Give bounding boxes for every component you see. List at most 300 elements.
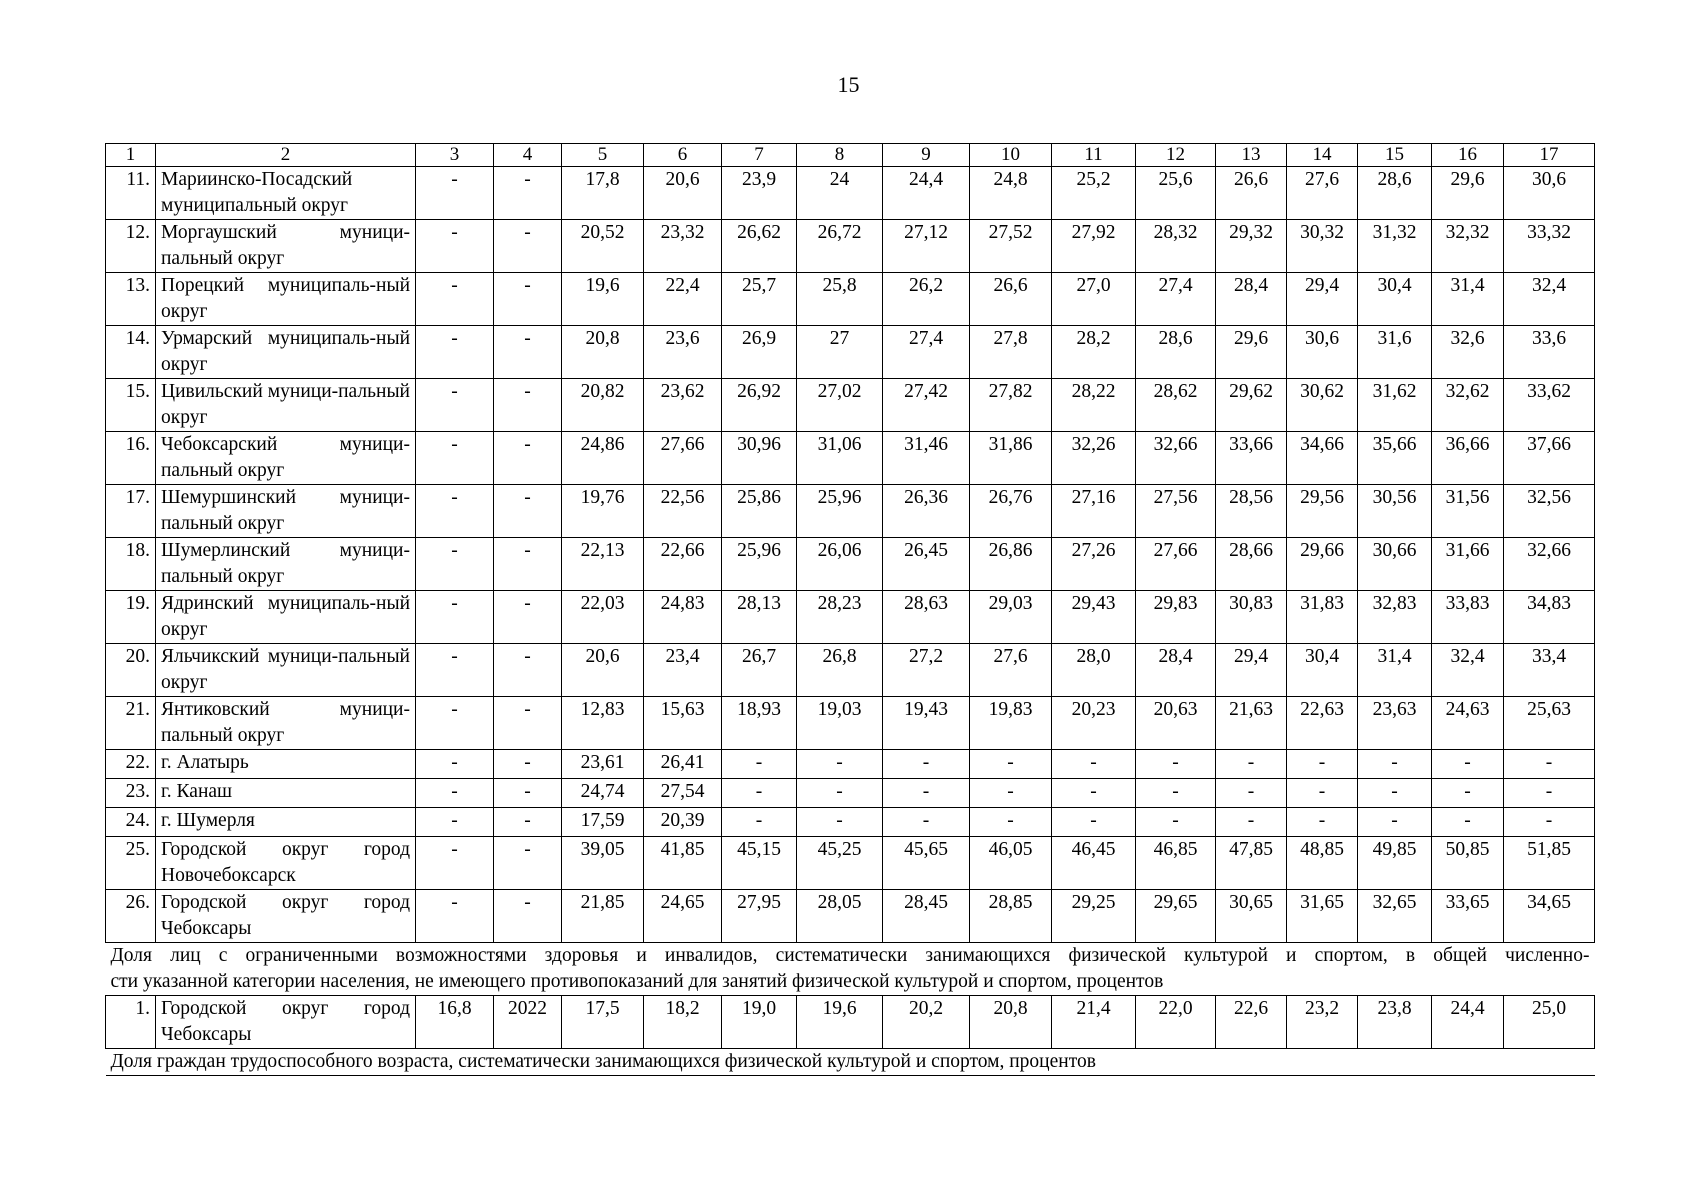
value-cell: 28,63 xyxy=(883,591,970,644)
value-cell: - xyxy=(494,220,562,273)
value-cell: 2022 xyxy=(494,996,562,1049)
value-cell: 33,32 xyxy=(1504,220,1595,273)
municipality-name: Шумерлинский муници-пальный округ xyxy=(156,538,416,591)
value-cell: - xyxy=(1504,779,1595,808)
municipality-name: Урмарский муниципаль-ный округ xyxy=(156,326,416,379)
value-cell: 28,62 xyxy=(1136,379,1216,432)
value-cell: 32,32 xyxy=(1432,220,1504,273)
section-heading-row xyxy=(106,943,1595,996)
column-header: 16 xyxy=(1432,144,1504,167)
municipality-name: г. Шумерля xyxy=(156,808,416,837)
value-cell: 29,4 xyxy=(1287,273,1358,326)
column-header: 5 xyxy=(562,144,644,167)
value-cell: 22,63 xyxy=(1287,697,1358,750)
value-cell: - xyxy=(722,779,797,808)
row-number: 13. xyxy=(106,273,156,326)
municipality-name: Яльчикский муници-пальный округ xyxy=(156,644,416,697)
row-number: 18. xyxy=(106,538,156,591)
value-cell: - xyxy=(797,750,883,779)
value-cell: 26,6 xyxy=(1216,167,1287,220)
section-heading xyxy=(106,943,1595,996)
value-cell: - xyxy=(1504,750,1595,779)
value-cell: - xyxy=(494,779,562,808)
column-header: 6 xyxy=(644,144,722,167)
value-cell: 30,6 xyxy=(1504,167,1595,220)
municipality-name: Городской округ город Чебоксары xyxy=(156,996,416,1049)
value-cell: - xyxy=(416,644,494,697)
value-cell: 31,65 xyxy=(1287,890,1358,943)
value-cell: 28,4 xyxy=(1216,273,1287,326)
value-cell: 26,36 xyxy=(883,485,970,538)
municipality-name: Чебоксарский муници-пальный округ xyxy=(156,432,416,485)
value-cell: 27,6 xyxy=(1287,167,1358,220)
municipality-name: г. Канаш xyxy=(156,779,416,808)
value-cell: 28,13 xyxy=(722,591,797,644)
value-cell: 29,25 xyxy=(1052,890,1136,943)
value-cell: - xyxy=(416,837,494,890)
value-cell: - xyxy=(416,220,494,273)
value-cell: 28,85 xyxy=(970,890,1052,943)
value-cell: 36,66 xyxy=(1432,432,1504,485)
value-cell: 32,66 xyxy=(1136,432,1216,485)
value-cell: 28,2 xyxy=(1052,326,1136,379)
value-cell: 45,25 xyxy=(797,837,883,890)
value-cell: 33,66 xyxy=(1216,432,1287,485)
value-cell: 23,62 xyxy=(644,379,722,432)
value-cell: 23,32 xyxy=(644,220,722,273)
value-cell: 18,93 xyxy=(722,697,797,750)
value-cell: 27,95 xyxy=(722,890,797,943)
value-cell: 31,83 xyxy=(1287,591,1358,644)
column-header: 4 xyxy=(494,144,562,167)
municipality-name: Мариинско-Посадский муниципальный округ xyxy=(156,167,416,220)
value-cell: 46,45 xyxy=(1052,837,1136,890)
value-cell: 34,65 xyxy=(1504,890,1595,943)
value-cell: 29,56 xyxy=(1287,485,1358,538)
value-cell: 41,85 xyxy=(644,837,722,890)
value-cell: - xyxy=(494,485,562,538)
value-cell: 34,66 xyxy=(1287,432,1358,485)
value-cell: 22,66 xyxy=(644,538,722,591)
value-cell: 31,56 xyxy=(1432,485,1504,538)
value-cell: 25,96 xyxy=(722,538,797,591)
value-cell: 23,2 xyxy=(1287,996,1358,1049)
municipality-name: Ядринский муниципаль-ный округ xyxy=(156,591,416,644)
value-cell: - xyxy=(416,697,494,750)
value-cell: 31,66 xyxy=(1432,538,1504,591)
value-cell: 29,65 xyxy=(1136,890,1216,943)
value-cell: 31,32 xyxy=(1358,220,1432,273)
value-cell: 26,92 xyxy=(722,379,797,432)
row-number: 19. xyxy=(106,591,156,644)
value-cell: 27,52 xyxy=(970,220,1052,273)
column-header: 3 xyxy=(416,144,494,167)
table-row xyxy=(106,890,1595,943)
value-cell: 20,39 xyxy=(644,808,722,837)
table-row xyxy=(106,326,1595,379)
value-cell: 19,83 xyxy=(970,697,1052,750)
value-cell: 27,54 xyxy=(644,779,722,808)
table-row xyxy=(106,220,1595,273)
row-number: 1. xyxy=(106,996,156,1049)
value-cell: 23,63 xyxy=(1358,697,1432,750)
value-cell: 19,6 xyxy=(797,996,883,1049)
value-cell: - xyxy=(416,326,494,379)
value-cell: 15,63 xyxy=(644,697,722,750)
value-cell: 31,62 xyxy=(1358,379,1432,432)
value-cell: 30,83 xyxy=(1216,591,1287,644)
value-cell: - xyxy=(494,273,562,326)
column-header: 11 xyxy=(1052,144,1136,167)
value-cell: 32,4 xyxy=(1432,644,1504,697)
table-row xyxy=(106,697,1595,750)
value-cell: 26,76 xyxy=(970,485,1052,538)
value-cell: - xyxy=(1216,808,1287,837)
section-heading-line: Доля лиц с ограниченными возможностями здоровья и инвалидов, систематически занимающихся физической культурой и спортом, в общей численно- xyxy=(110,945,1590,966)
value-cell: 28,0 xyxy=(1052,644,1136,697)
value-cell: - xyxy=(416,273,494,326)
row-number: 20. xyxy=(106,644,156,697)
row-number: 11. xyxy=(106,167,156,220)
value-cell: 27,56 xyxy=(1136,485,1216,538)
value-cell: 45,15 xyxy=(722,837,797,890)
value-cell: 25,86 xyxy=(722,485,797,538)
value-cell: 32,66 xyxy=(1504,538,1595,591)
value-cell: - xyxy=(416,808,494,837)
value-cell: 26,41 xyxy=(644,750,722,779)
municipality-name: Янтиковский муници-пальный округ xyxy=(156,697,416,750)
value-cell: 33,6 xyxy=(1504,326,1595,379)
value-cell: 24,4 xyxy=(1432,996,1504,1049)
value-cell: - xyxy=(883,779,970,808)
value-cell: 28,23 xyxy=(797,591,883,644)
value-cell: - xyxy=(494,750,562,779)
value-cell: 28,6 xyxy=(1136,326,1216,379)
value-cell: - xyxy=(416,890,494,943)
value-cell: 30,66 xyxy=(1358,538,1432,591)
value-cell: - xyxy=(797,808,883,837)
value-cell: 24,8 xyxy=(970,167,1052,220)
value-cell: 23,9 xyxy=(722,167,797,220)
value-cell: - xyxy=(970,750,1052,779)
value-cell: - xyxy=(494,808,562,837)
municipality-name: Шемуршинский муници-пальный округ xyxy=(156,485,416,538)
value-cell: 28,05 xyxy=(797,890,883,943)
value-cell: - xyxy=(1358,779,1432,808)
value-cell: - xyxy=(416,750,494,779)
value-cell: - xyxy=(1216,779,1287,808)
value-cell: 27,4 xyxy=(1136,273,1216,326)
value-cell: 20,8 xyxy=(562,326,644,379)
row-number: 17. xyxy=(106,485,156,538)
value-cell: 33,62 xyxy=(1504,379,1595,432)
value-cell: 29,83 xyxy=(1136,591,1216,644)
value-cell: 51,85 xyxy=(1504,837,1595,890)
value-cell: 33,65 xyxy=(1432,890,1504,943)
column-header: 10 xyxy=(970,144,1052,167)
value-cell: 22,03 xyxy=(562,591,644,644)
value-cell: 32,62 xyxy=(1432,379,1504,432)
value-cell: 49,85 xyxy=(1358,837,1432,890)
table-row xyxy=(106,779,1595,808)
column-header: 17 xyxy=(1504,144,1595,167)
value-cell: 25,0 xyxy=(1504,996,1595,1049)
table-row xyxy=(106,808,1595,837)
value-cell: 27,26 xyxy=(1052,538,1136,591)
value-cell: 32,65 xyxy=(1358,890,1432,943)
value-cell: 32,6 xyxy=(1432,326,1504,379)
value-cell: 21,85 xyxy=(562,890,644,943)
value-cell: 26,72 xyxy=(797,220,883,273)
value-cell: - xyxy=(416,779,494,808)
column-header: 7 xyxy=(722,144,797,167)
table-row xyxy=(106,432,1595,485)
row-number: 21. xyxy=(106,697,156,750)
value-cell: - xyxy=(1287,750,1358,779)
value-cell: - xyxy=(722,808,797,837)
value-cell: 27,02 xyxy=(797,379,883,432)
value-cell: 20,23 xyxy=(1052,697,1136,750)
value-cell: 24 xyxy=(797,167,883,220)
value-cell: 25,8 xyxy=(797,273,883,326)
value-cell: - xyxy=(797,779,883,808)
value-cell: 25,63 xyxy=(1504,697,1595,750)
column-header: 13 xyxy=(1216,144,1287,167)
value-cell: 23,8 xyxy=(1358,996,1432,1049)
value-cell: 19,6 xyxy=(562,273,644,326)
value-cell: 20,2 xyxy=(883,996,970,1049)
value-cell: 20,82 xyxy=(562,379,644,432)
value-cell: 24,65 xyxy=(644,890,722,943)
value-cell: 30,4 xyxy=(1287,644,1358,697)
value-cell: 27,82 xyxy=(970,379,1052,432)
column-header: 14 xyxy=(1287,144,1358,167)
value-cell: - xyxy=(1052,808,1136,837)
value-cell: 20,6 xyxy=(562,644,644,697)
value-cell: - xyxy=(1287,779,1358,808)
value-cell: 29,03 xyxy=(970,591,1052,644)
table-row xyxy=(106,538,1595,591)
value-cell: - xyxy=(494,890,562,943)
value-cell: 24,63 xyxy=(1432,697,1504,750)
value-cell: 30,96 xyxy=(722,432,797,485)
value-cell: - xyxy=(722,750,797,779)
value-cell: - xyxy=(883,750,970,779)
value-cell: 20,8 xyxy=(970,996,1052,1049)
value-cell: - xyxy=(494,697,562,750)
value-cell: 30,56 xyxy=(1358,485,1432,538)
value-cell: 27 xyxy=(797,326,883,379)
section-heading: Доля граждан трудоспособного возраста, систематически занимающихся физической культурой и спортом, процентов xyxy=(106,1049,1595,1076)
value-cell: - xyxy=(1504,808,1595,837)
table-row xyxy=(106,167,1595,220)
row-number: 24. xyxy=(106,808,156,837)
value-cell: 29,4 xyxy=(1216,644,1287,697)
value-cell: 30,32 xyxy=(1287,220,1358,273)
value-cell: 28,56 xyxy=(1216,485,1287,538)
value-cell: 29,43 xyxy=(1052,591,1136,644)
value-cell: - xyxy=(416,432,494,485)
value-cell: 23,4 xyxy=(644,644,722,697)
row-number: 25. xyxy=(106,837,156,890)
value-cell: 28,45 xyxy=(883,890,970,943)
value-cell: - xyxy=(494,837,562,890)
value-cell: 20,52 xyxy=(562,220,644,273)
value-cell: - xyxy=(1136,808,1216,837)
value-cell: 27,16 xyxy=(1052,485,1136,538)
value-cell: 46,85 xyxy=(1136,837,1216,890)
municipality-name: г. Алатырь xyxy=(156,750,416,779)
value-cell: 17,5 xyxy=(562,996,644,1049)
value-cell: 21,63 xyxy=(1216,697,1287,750)
value-cell: 31,4 xyxy=(1432,273,1504,326)
value-cell: - xyxy=(1052,750,1136,779)
value-cell: 33,4 xyxy=(1504,644,1595,697)
municipality-name: Городской округ город Новочебоксарск xyxy=(156,837,416,890)
table-body xyxy=(106,144,1595,1076)
value-cell: 29,32 xyxy=(1216,220,1287,273)
value-cell: 33,83 xyxy=(1432,591,1504,644)
value-cell: 34,83 xyxy=(1504,591,1595,644)
municipality-name: Порецкий муниципаль-ный округ xyxy=(156,273,416,326)
value-cell: 26,9 xyxy=(722,326,797,379)
value-cell: - xyxy=(416,167,494,220)
table-row xyxy=(106,273,1595,326)
value-cell: 28,4 xyxy=(1136,644,1216,697)
table-row xyxy=(106,644,1595,697)
value-cell: 17,8 xyxy=(562,167,644,220)
value-cell: - xyxy=(1358,750,1432,779)
column-header: 9 xyxy=(883,144,970,167)
value-cell: 23,6 xyxy=(644,326,722,379)
value-cell: 26,62 xyxy=(722,220,797,273)
value-cell: - xyxy=(494,644,562,697)
row-number: 14. xyxy=(106,326,156,379)
value-cell: 24,4 xyxy=(883,167,970,220)
value-cell: 30,6 xyxy=(1287,326,1358,379)
value-cell: 50,85 xyxy=(1432,837,1504,890)
value-cell: 27,66 xyxy=(644,432,722,485)
value-cell: - xyxy=(494,167,562,220)
value-cell: 27,6 xyxy=(970,644,1052,697)
table-row xyxy=(106,750,1595,779)
value-cell: 30,62 xyxy=(1287,379,1358,432)
value-cell: 32,4 xyxy=(1504,273,1595,326)
section-heading-line: сти указанной категории населения, не имеющего противопоказаний для занятий физической культурой и спортом, процентов xyxy=(110,971,1164,992)
value-cell: - xyxy=(416,379,494,432)
value-cell: 18,2 xyxy=(644,996,722,1049)
value-cell: - xyxy=(494,538,562,591)
table-row xyxy=(106,379,1595,432)
value-cell: 32,83 xyxy=(1358,591,1432,644)
value-cell: 17,59 xyxy=(562,808,644,837)
value-cell: 27,42 xyxy=(883,379,970,432)
table-header-row xyxy=(106,144,1595,167)
value-cell: 31,4 xyxy=(1358,644,1432,697)
value-cell: 28,6 xyxy=(1358,167,1432,220)
municipality-name: Моргаушский муници-пальный округ xyxy=(156,220,416,273)
table-row xyxy=(106,837,1595,890)
value-cell: 28,66 xyxy=(1216,538,1287,591)
value-cell: - xyxy=(416,538,494,591)
row-number: 15. xyxy=(106,379,156,432)
value-cell: - xyxy=(1287,808,1358,837)
value-cell: 22,56 xyxy=(644,485,722,538)
value-cell: - xyxy=(883,808,970,837)
value-cell: 22,6 xyxy=(1216,996,1287,1049)
value-cell: 26,2 xyxy=(883,273,970,326)
value-cell: 27,8 xyxy=(970,326,1052,379)
value-cell: 19,43 xyxy=(883,697,970,750)
value-cell: - xyxy=(494,379,562,432)
row-number: 16. xyxy=(106,432,156,485)
value-cell: 26,06 xyxy=(797,538,883,591)
value-cell: 24,83 xyxy=(644,591,722,644)
row-number: 23. xyxy=(106,779,156,808)
value-cell: 27,4 xyxy=(883,326,970,379)
value-cell: 27,0 xyxy=(1052,273,1136,326)
value-cell: 25,7 xyxy=(722,273,797,326)
value-cell: 24,86 xyxy=(562,432,644,485)
value-cell: 16,8 xyxy=(416,996,494,1049)
value-cell: 46,05 xyxy=(970,837,1052,890)
value-cell: - xyxy=(1136,750,1216,779)
value-cell: 19,03 xyxy=(797,697,883,750)
value-cell: - xyxy=(1358,808,1432,837)
value-cell: 31,06 xyxy=(797,432,883,485)
value-cell: 26,8 xyxy=(797,644,883,697)
value-cell: 27,2 xyxy=(883,644,970,697)
value-cell: 26,7 xyxy=(722,644,797,697)
value-cell: - xyxy=(970,779,1052,808)
column-header: 8 xyxy=(797,144,883,167)
value-cell: 26,45 xyxy=(883,538,970,591)
value-cell: 24,74 xyxy=(562,779,644,808)
column-header: 15 xyxy=(1358,144,1432,167)
value-cell: 20,6 xyxy=(644,167,722,220)
value-cell: 30,4 xyxy=(1358,273,1432,326)
value-cell: 26,86 xyxy=(970,538,1052,591)
table-row xyxy=(106,996,1595,1049)
value-cell: 25,2 xyxy=(1052,167,1136,220)
value-cell: - xyxy=(494,432,562,485)
value-cell: 25,96 xyxy=(797,485,883,538)
value-cell: 28,22 xyxy=(1052,379,1136,432)
value-cell: - xyxy=(416,485,494,538)
value-cell: 21,4 xyxy=(1052,996,1136,1049)
page-number: 15 xyxy=(837,72,860,97)
value-cell: 29,6 xyxy=(1216,326,1287,379)
value-cell: 27,12 xyxy=(883,220,970,273)
value-cell: 22,4 xyxy=(644,273,722,326)
value-cell: 29,66 xyxy=(1287,538,1358,591)
municipality-name: Цивильский муници-пальный округ xyxy=(156,379,416,432)
value-cell: 47,85 xyxy=(1216,837,1287,890)
column-header: 1 xyxy=(106,144,156,167)
value-cell: 45,65 xyxy=(883,837,970,890)
row-number: 22. xyxy=(106,750,156,779)
value-cell: 19,76 xyxy=(562,485,644,538)
value-cell: 28,32 xyxy=(1136,220,1216,273)
value-cell: 29,6 xyxy=(1432,167,1504,220)
value-cell: - xyxy=(1216,750,1287,779)
value-cell: - xyxy=(1432,779,1504,808)
value-cell: - xyxy=(1136,779,1216,808)
row-number: 26. xyxy=(106,890,156,943)
value-cell: 26,6 xyxy=(970,273,1052,326)
value-cell: 22,0 xyxy=(1136,996,1216,1049)
value-cell: 32,56 xyxy=(1504,485,1595,538)
